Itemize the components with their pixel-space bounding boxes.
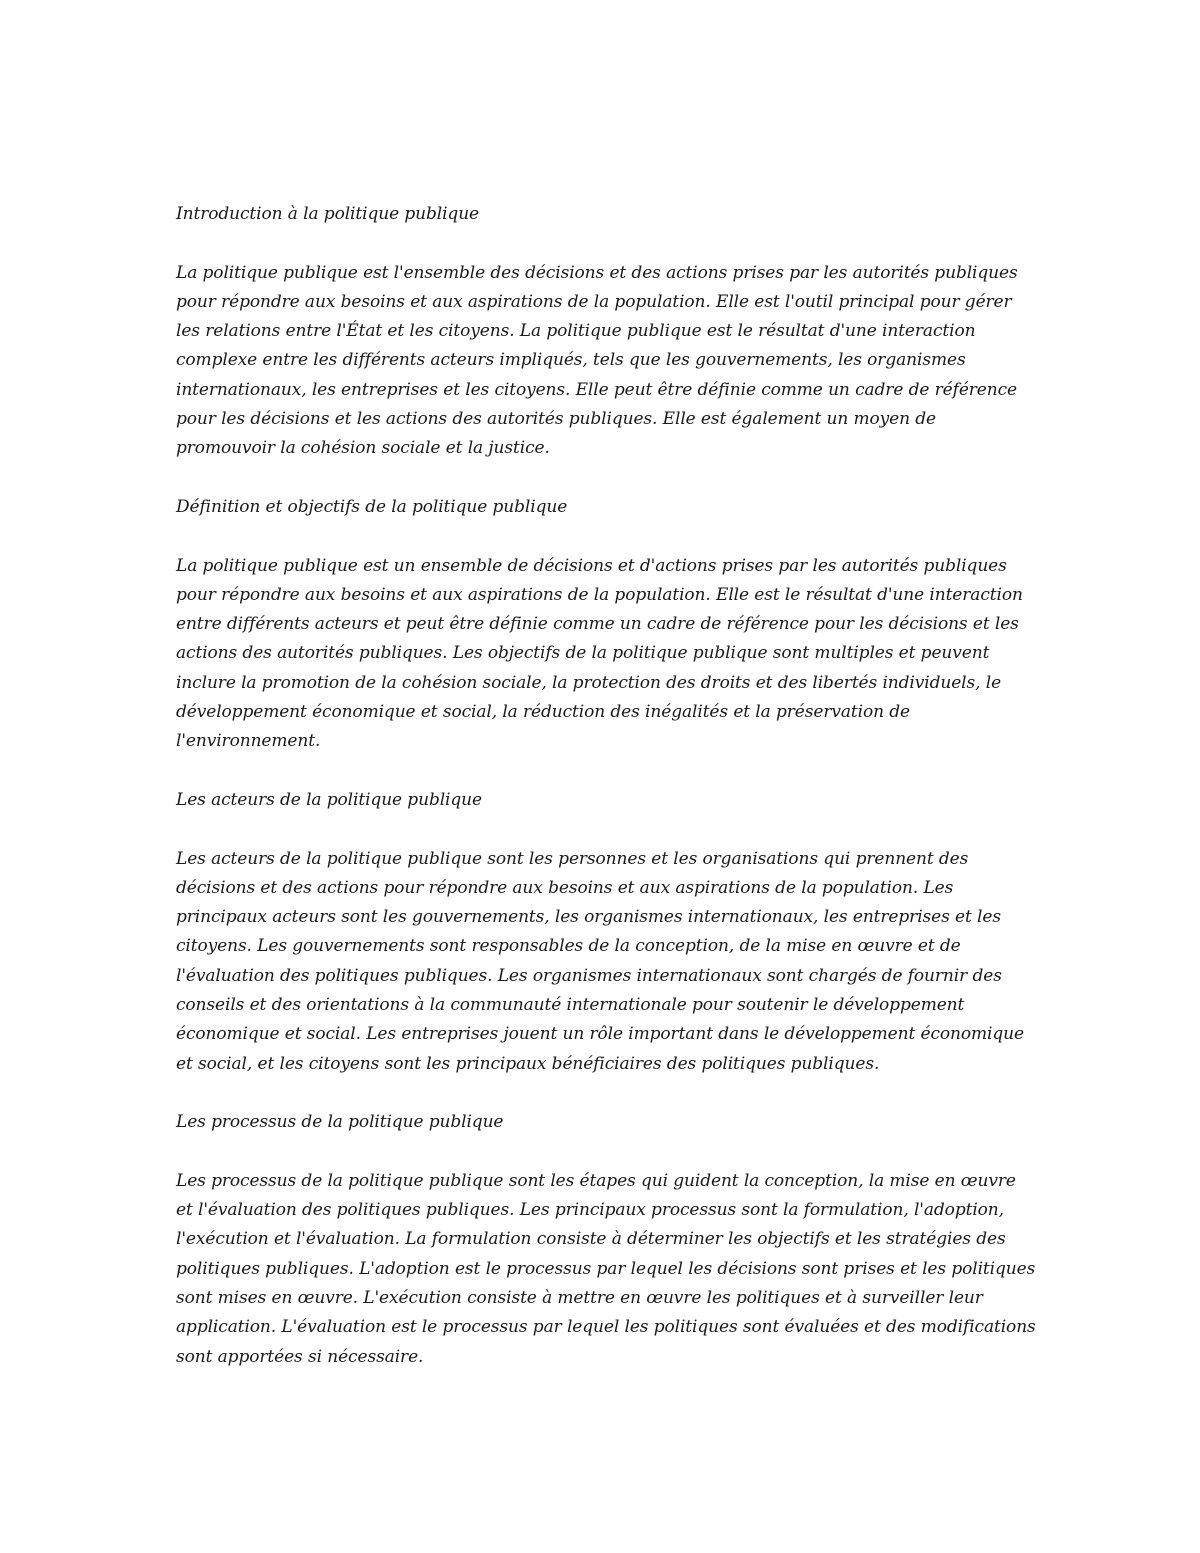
section-heading-definition: Définition et objectifs de la politique publique bbox=[176, 496, 568, 517]
section-paragraph-definition: La politique publique est un ensemble de décisions et d'actions prises par les autorités publiques pour répondre aux besoins et aux aspirations de la population. Elle est le résultat d'une interaction entre différents acteurs et peut être définie comme un cadre de référence pour les décisions et les actions des autorités publiques. Les objectifs de la politique publique sont multiples et peuvent inclure la promotion de la cohésion sociale, la protection des droits et des libertés individuels, le développement économique et social, la réduction des inégalités et la préservation de l'environnement. bbox=[176, 555, 1023, 752]
section-paragraph-introduction: La politique publique est l'ensemble des décisions et des actions prises par les autorités publiques pour répondre aux besoins et aux aspirations de la population. Elle est l'outil principal pour gérer les relations entre l'État et les citoyens. La politique publique est le résultat d'une interaction complexe entre les différents acteurs impliqués, tels que les gouvernements, les organismes internationaux, les entreprises et les citoyens. Elle peut être définie comme un cadre de référence pour les décisions et les actions des autorités publiques. Elle est également un moyen de promouvoir la cohésion sociale et la justice. bbox=[176, 262, 1018, 459]
section-paragraph-acteurs: Les acteurs de la politique publique sont les personnes et les organisations qui prennent des décisions et des actions pour répondre aux besoins et aux aspirations de la population. Les principaux acteurs sont les gouvernements, les organismes internationaux, les entreprises et les citoyens. Les gouvernements sont responsables de la conception, de la mise en œuvre et de l'évaluation des politiques publiques. Les organismes internationaux sont chargés de fournir des conseils et des orientations à la communauté internationale pour soutenir le développement économique et social. Les entreprises jouent un rôle important dans le développement économique et social, et les citoyens sont les principaux bénéficiaires des politiques publiques. bbox=[176, 848, 1024, 1074]
section-paragraph-processus: Les processus de la politique publique sont les étapes qui guident la conception, la mise en œuvre et l'évaluation des politiques publiques. Les principaux processus sont la formulation, l'adoption, l'exécution et l'évaluation. La formulation consiste à déterminer les objectifs et les stratégies des politiques publiques. L'adoption est le processus par lequel les décisions sont prises et les politiques sont mises en œuvre. L'exécution consiste à mettre en œuvre les politiques et à surveiller leur application. L'évaluation est le processus par lequel les politiques sont évaluées et des modifications sont apportées si nécessaire. bbox=[176, 1170, 1036, 1367]
section-heading-acteurs: Les acteurs de la politique publique bbox=[176, 789, 482, 810]
document-body bbox=[176, 200, 1036, 1401]
section-heading-introduction: Introduction à la politique publique bbox=[176, 204, 480, 224]
section-heading-processus: Les processus de la politique publique bbox=[176, 1112, 504, 1133]
